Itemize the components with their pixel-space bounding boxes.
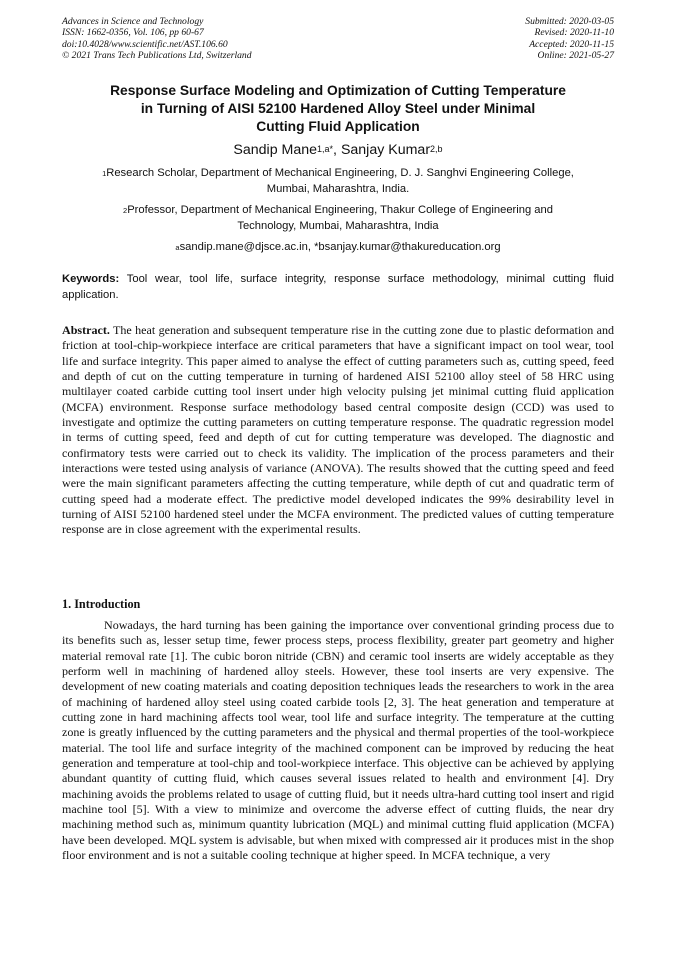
publication-dates	[525, 16, 614, 62]
introduction-paragraph: Nowadays, the hard turning has been gaining the importance over conventional grinding process due to its benefits such as, lesser setup time, fewer process steps, process flexibility, greater part geometry and higher material removal rate [1]. The cubic boron nitride (CBN) and ceramic tool inserts are widely acceptable as they perform well in machining of hardened alloy steels. However, these tool inserts are very expensive. The development of new coating materials and coating deposition techniques leads the researchers to work in the area of machining of hardened alloy steel using coated carbide tools [2, 3]. The heat generation and temperature at cutting zone in hard machining affects tool wear, tool life and surface integrity. The temperature at the cutting zone is greatly influenced by the cutting parameters and the physical and thermal properties of the tool-workpiece material. The tool life and surface integrity of the machined component can be improved by reducing the heat generation and temperature at tool-chip and tool-workpiece interface. This objective can be achieved by applying abundant quantity of cutting fluid, which causes several issues related to health and environment [4]. Dry machining avoids the problems related to usage of cutting fluid, but it needs ultra-hard cutting tool insert and rigid machine tool [5]. With a view to minimize and overcome the adverse effect of cutting fluids, the near dry machining method such as, minimum quantity lubrication (MQL) and minimal cutting fluid application (MCFA) have been developed. MQL system is advisable, but when mixed with compressed air it produces mist in the shop floor environment and is not a suitable cooling technique at higher speed. In MCFA technique, a very	[62, 618, 614, 863]
paper-title	[62, 82, 614, 136]
journal-info	[62, 16, 252, 62]
title-line: Response Surface Modeling and Optimization of Cutting Temperature	[110, 83, 566, 98]
email-line	[62, 240, 614, 256]
abstract-text: The heat generation and subsequent temperature rise in the cutting zone due to plastic deformation and friction at tool-chip-workpiece interface are critical parameters that have a significant impact on tool wear, tool life and surface integrity. This paper aimed to analyse the effect of cutting parameters such as, cutting speed, feed and depth of cut on the cutting temperature in turning of hardened AISI 52100 alloy steel of 58 HRC using multilayer coated carbide cutting tool insert under high velocity pulsing jet minimal cutting fluid application (MCFA) environment. Response surface methodology based central composite design (CCD) was used to investigate and optimize the cutting parameters on cutting temperature response. The quadratic regression model in terms of cutting speed, feed and depth of cut for cutting temperature was developed. The diagnostic and confirmatory tests were carried out to check its validity. The implication of the process parameters and their interactions were tested using analysis of variance (ANOVA). The results showed that the cutting speed and feed were the main significant parameters affecting the cutting temperature, while depth of cut and quadratic term of cutting speed had a moderate effect. The predictive model developed indicates the 99% desirability level in turning of AISI 52100 hardened steel under the MCFA environment. The predicted values of cutting temperature response are in close agreement with the experimental results.	[62, 323, 614, 537]
author-list	[62, 141, 614, 159]
accepted-date: Accepted: 2020-11-15	[529, 38, 614, 50]
journal-copyright: © 2021 Trans Tech Publications Ltd, Switzerland	[62, 50, 252, 62]
email-addresses: sandip.mane@djsce.ac.in, *bsanjay.kumar@thakureducation.org	[179, 241, 501, 253]
journal-name: Advances in Science and Technology	[62, 16, 204, 27]
journal-issn: ISSN: 1662-0356, Vol. 106, pp 60-67	[62, 27, 204, 39]
abstract-block	[62, 323, 614, 538]
title-line: Cutting Fluid Application	[256, 119, 420, 134]
abstract-label: Abstract.	[62, 323, 110, 337]
affiliation-mark: 2	[123, 206, 128, 215]
author-name: Sanjay Kumar	[340, 142, 431, 158]
affiliation-text: Research Scholar, Department of Mechanical Engineering, D. J. Sanghvi Engineering College,	[106, 167, 574, 179]
affiliation-mark: 1	[102, 169, 107, 178]
author-name: Sandip Mane	[233, 142, 318, 158]
affiliation-text: Mumbai, Maharashtra, India.	[266, 182, 410, 195]
author-separator: ,	[333, 142, 341, 158]
affiliation-1	[62, 166, 614, 197]
keywords-label: Keywords:	[62, 273, 120, 285]
keywords-block	[62, 272, 614, 303]
title-line: in Turning of AISI 52100 Hardened Alloy Steel under Minimal	[140, 101, 536, 116]
email-mark: a	[175, 243, 180, 252]
submitted-date: Submitted: 2020-03-05	[525, 16, 614, 27]
journal-doi: doi:10.4028/www.scientific.net/AST.106.60	[62, 38, 228, 50]
online-date: Online: 2021-05-27	[537, 50, 614, 62]
author-affiliation-mark: 2,b	[430, 144, 443, 154]
keywords-text: Tool wear, tool life, surface integrity, response surface methodology, minimal cutting fluid application.	[62, 273, 615, 301]
author-affiliation-mark: 1,a*	[317, 144, 334, 154]
affiliation-text: Technology, Mumbai, Maharashtra, India	[237, 219, 439, 232]
section-heading: 1. Introduction	[62, 597, 141, 611]
affiliation-text: Professor, Department of Mechanical Engineering, Thakur College of Engineering and	[127, 204, 553, 216]
revised-date: Revised: 2020-11-10	[534, 27, 614, 39]
affiliation-2	[62, 203, 614, 234]
